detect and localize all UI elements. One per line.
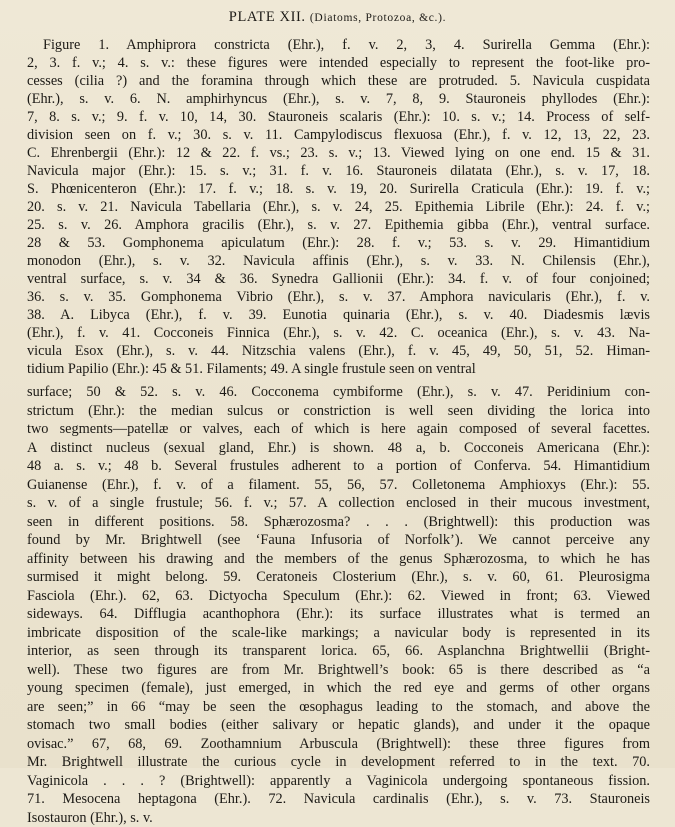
text-line: 28 & 53. Gomphonema apiculatum (Ehr.): 28. f. v.; 53. s. v. 29. Himantidium <box>27 235 650 251</box>
text-line: tidium Papilio (Ehr.): 45 & 51. Filaments; 49. A single frustule seen on ventral <box>27 361 476 377</box>
text-line: Guianense (Ehr.), f. v. of a filament. 55, 56, 57. Colletonema Amphioxys (Ehr.): 55. <box>27 477 650 493</box>
text-line: ovisac.” 67, 68, 69. Zoothamnium Arbuscula (Brightwell): these three figures from <box>27 736 650 752</box>
text-line: s. v. of a single frustule; 56. f. v.; 57. A collection enclosed in their mucous investment, <box>27 495 650 511</box>
text-line: Navicula major (Ehr.): 15. s. v.; 31. f. v. 16. Stauroneis dilatata (Ehr.), s. v. 17, 18. <box>27 163 650 179</box>
text-line: ventral surface, s. v. 34 & 36. Synedra Gallionii (Ehr.): 34. f. v. of four conjoined; <box>27 271 650 287</box>
text-line: 20. s. v. 21. Navicula Tabellaria (Ehr.), s. v. 24, 25. Epithemia Librile (Ehr.): 24. f. v.; <box>27 199 650 215</box>
plate-title-subtitle: (Diatoms, Protozoa, &c.). <box>309 12 447 24</box>
text-line: are seen;” in 66 “may be seen the œsophagus leading to the stomach, and above the <box>27 699 650 715</box>
text-line: two segments—patellæ or valves, each of which is here again composed of several facettes. <box>27 421 650 437</box>
text-line: Fasciola (Ehr.). 62, 63. Dictyocha Speculum (Ehr.): 62. Viewed in front; 63. Viewed <box>27 588 650 604</box>
text-line: strictum (Ehr.): the median sulcus or constriction is well seen dividing the lorica into <box>27 403 650 419</box>
text-line: stomach two small bodies (either salivary or hepatic glands), and under it the opaque <box>27 717 650 733</box>
text-line: cesses (cilia ?) and the foramina through which these are protruded. 5. Navicula cuspidata <box>27 73 650 89</box>
text-line: division seen on f. v.; 30. s. v. 11. Campylodiscus flexuosa (Ehr.), f. v. 12, 13, 22, 23. <box>27 127 650 143</box>
text-line: seen in different positions. 58. Sphærozosma? . . . (Brightwell): this production was <box>27 514 650 530</box>
text-line: 25. s. v. 26. Amphora gracilis (Ehr.), s. v. 27. Epithemia gibba (Ehr.), ventral surface. <box>27 217 650 233</box>
text-line: 7, 8. s. v.; 9. f. v. 10, 14, 30. Stauroneis scalaris (Ehr.): 10. s. v.; 14. Process of self- <box>27 109 650 125</box>
text-line: Isostauron (Ehr.), s. v. <box>27 810 153 826</box>
text-line: affinity between his drawing and the members of the genus Sphærozosma, to which he has <box>27 551 650 567</box>
text-line: A distinct nucleus (sexual gland, Ehr.) is shown. 48 a, b. Cocconeis Americana (Ehr.): <box>27 440 650 456</box>
plate-title <box>0 9 675 26</box>
text-line: surface; 50 & 52. s. v. 46. Cocconema cymbiforme (Ehr.), s. v. 47. Peridinium con- <box>27 384 650 400</box>
text-line: S. Phœnicenteron (Ehr.): 17. f. v.; 18. s. v. 19, 20. Surirella Craticula (Ehr.): 19. f. v.; <box>27 181 650 197</box>
text-line: Figure 1. Amphiprora constricta (Ehr.), f. v. 2, 3, 4. Surirella Gemma (Ehr.): <box>43 37 650 53</box>
text-line: (Ehr.), s. v. 6. N. amphirhyncus (Ehr.), s. v. 7, 8, 9. Stauroneis phyllodes (Ehr.): <box>27 91 650 107</box>
text-line: 38. A. Libyca (Ehr.), f. v. 39. Eunotia quinaria (Ehr.), s. v. 40. Diadesmis lævis <box>27 307 650 323</box>
text-line: surmised it might belong. 59. Ceratoneis Closterium (Ehr.), s. v. 60, 61. Pleurosigma <box>27 569 650 585</box>
text-line: monodon (Ehr.), s. v. 32. Navicula affinis (Ehr.), s. v. 33. N. Chilensis (Ehr.), <box>27 253 650 269</box>
text-line: C. Ehrenbergii (Ehr.): 12 & 22. f. vs.; 23. s. v.; 13. Viewed lying on one end. 15 & 31. <box>27 145 650 161</box>
plate-title-lead: PLATE XII. <box>228 9 306 25</box>
text-line: sideways. 64. Difflugia acanthophora (Ehr.): its surface illustrates what is termed an <box>27 606 650 622</box>
text-line: (Ehr.), f. v. 41. Cocconeis Finnica (Ehr.), s. v. 42. C. oceanica (Ehr.), s. v. 43. Na- <box>27 325 650 341</box>
text-line: imbricate disposition of the scale-like markings; a navicular body is represented in its <box>27 625 650 641</box>
text-line: 48 a. s. v.; 48 b. Several frustules adherent to a portion of Conferva. 54. Himantidium <box>27 458 650 474</box>
text-line: 71. Mesocena heptagona (Ehr.). 72. Navicula cardinalis (Ehr.), s. v. 73. Stauroneis <box>27 791 650 807</box>
text-line: vicula Esox (Ehr.), s. v. 44. Nitzschia valens (Ehr.), f. v. 45, 49, 50, 51, 52. Himan- <box>27 343 650 359</box>
text-line: 36. s. v. 35. Gomphonema Vibrio (Ehr.), s. v. 37. Amphora navicularis (Ehr.), f. v. <box>27 289 650 305</box>
text-line: Vaginicola . . . ? (Brightwell): apparently a Vaginicola undergoing spontaneous fission. <box>27 773 650 789</box>
text-line: interior, as seen through its transparent lorica. 65, 66. Asplanchna Brightwellii (Bright- <box>27 643 650 659</box>
text-line: found by Mr. Brightwell (see ‘Fauna Infusoria of Norfolk’). We cannot perceive any <box>27 532 650 548</box>
text-line: well). These two figures are from Mr. Brightwell’s book: 65 is there described as “a <box>27 662 650 678</box>
text-line: young specimen (female), just emerged, in which the red eye and germs of other organs <box>27 680 650 696</box>
text-line: Mr. Brightwell illustrate the curious cycle in development referred to in the text. 70. <box>27 754 650 770</box>
text-line: 2, 3. f. v.; 4. s. v.: these figures were intended especially to represent the foot-like pro- <box>27 55 650 71</box>
